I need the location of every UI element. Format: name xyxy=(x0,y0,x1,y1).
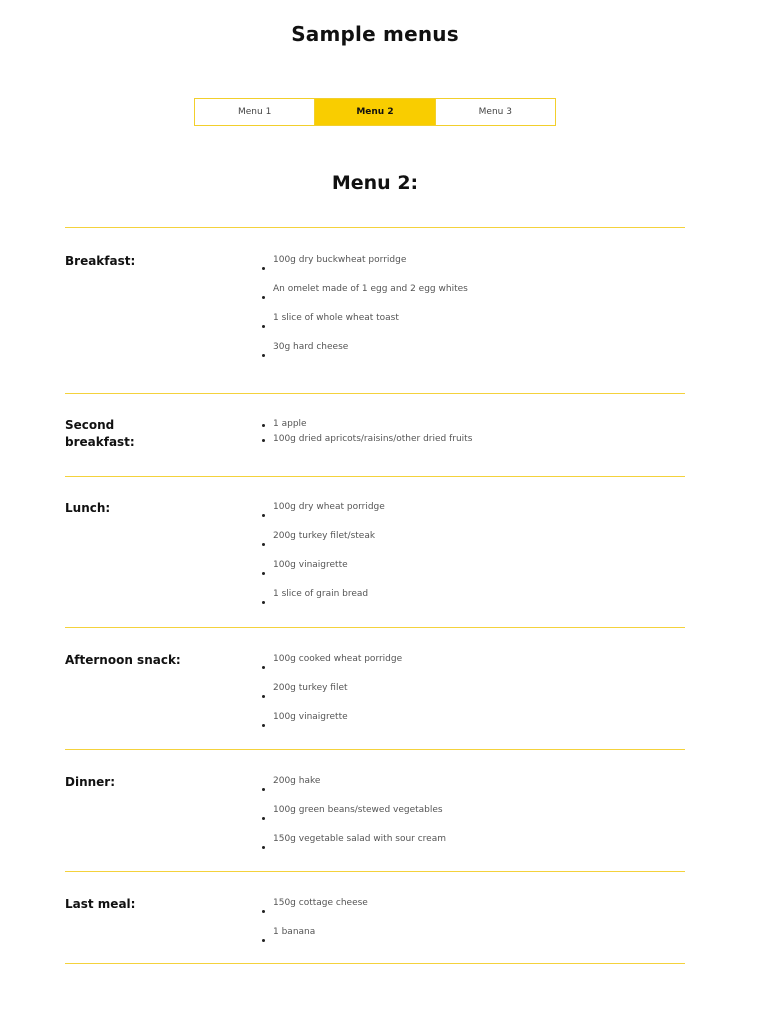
meals-table xyxy=(65,227,685,964)
meal-name-dinner: Dinner: xyxy=(65,775,116,789)
meal-second-breakfast xyxy=(65,393,685,476)
meal-name-lunch: Lunch: xyxy=(65,501,111,515)
meal-lunch xyxy=(65,476,685,627)
meal-breakfast xyxy=(65,227,685,393)
list-item: 200g hake xyxy=(261,775,446,804)
meal-items-last-meal xyxy=(261,897,368,955)
list-item: 100g cooked wheat porridge xyxy=(261,653,402,682)
meal-name-breakfast: Breakfast: xyxy=(65,254,136,268)
list-item: 150g cottage cheese xyxy=(261,897,368,926)
meal-dinner xyxy=(65,749,685,871)
list-item: 100g vinaigrette xyxy=(261,711,402,740)
list-item: 100g dry wheat porridge xyxy=(261,501,385,530)
meal-name-second-breakfast: Second breakfast: xyxy=(65,418,135,449)
list-item: An omelet made of 1 egg and 2 egg whites xyxy=(261,283,468,312)
tab-menu-3[interactable]: Menu 3 xyxy=(435,99,555,125)
list-item: 1 apple xyxy=(261,418,472,433)
meal-items-lunch xyxy=(261,501,385,617)
list-item: 100g green beans/stewed vegetables xyxy=(261,804,446,833)
list-item: 200g turkey filet/steak xyxy=(261,530,385,559)
list-item: 100g dried apricots/raisins/other dried fruits xyxy=(261,433,472,448)
list-item: 100g dry buckwheat porridge xyxy=(261,254,468,283)
meal-items-second-breakfast xyxy=(261,418,472,448)
list-item: 1 slice of whole wheat toast xyxy=(261,312,468,341)
menu-heading: Menu 2: xyxy=(331,171,419,194)
tab-menu-1[interactable]: Menu 1 xyxy=(238,107,272,117)
list-item: 200g turkey filet xyxy=(261,682,402,711)
list-item: 30g hard cheese xyxy=(261,341,468,370)
list-item: 1 slice of grain bread xyxy=(261,588,385,617)
meal-name-last-meal: Last meal: xyxy=(65,897,136,911)
menu-tabs xyxy=(194,98,556,126)
meal-items-dinner xyxy=(261,775,446,862)
list-item: 100g vinaigrette xyxy=(261,559,385,588)
meal-afternoon-snack xyxy=(65,627,685,749)
meal-last-meal xyxy=(65,871,685,964)
meal-items-afternoon-snack xyxy=(261,653,402,740)
tab-menu-2[interactable]: Menu 2 xyxy=(314,99,434,125)
list-item: 150g vegetable salad with sour cream xyxy=(261,833,446,862)
meal-name-afternoon-snack: Afternoon snack: xyxy=(65,653,181,667)
list-item: 1 banana xyxy=(261,926,368,955)
page-title: Sample menus xyxy=(291,22,459,47)
meal-items-breakfast xyxy=(261,254,468,370)
